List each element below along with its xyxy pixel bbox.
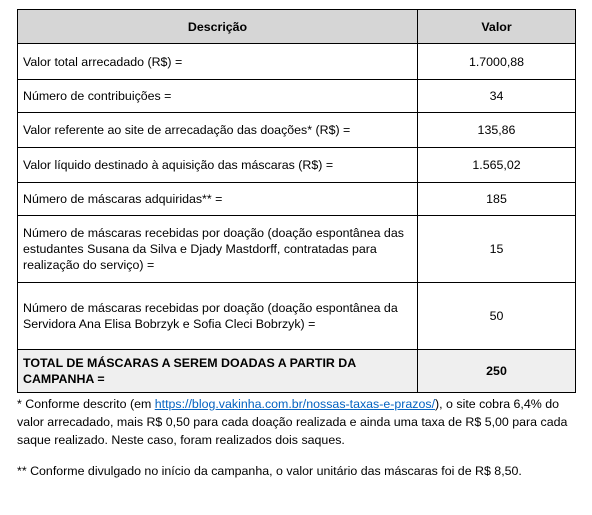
row-value: 185 xyxy=(418,183,576,216)
footnote-fees-prefix: * Conforme descrito (em xyxy=(17,397,155,411)
document-content xyxy=(17,9,575,480)
row-description: Número de máscaras recebidas por doação (doação espontânea das estudantes Susana da Silva e Djady Mastdorff, contratadas para realização do serviço) = xyxy=(18,216,418,283)
footnote-mask-price: ** Conforme divulgado no início da campanha, o valor unitário das máscaras foi de R$ 8,50. xyxy=(17,464,522,478)
footnote-fees-suffix: ), o site cobra 6,4% do valor arrecadado, mais R$ 0,50 para cada doação realizada e ainda uma taxa de R$ 5,00 para cada saque realizado. Neste caso, foram realizados dois saques. xyxy=(17,397,568,447)
total-value: 250 xyxy=(418,350,576,393)
vakinha-fees-link[interactable]: https://blog.vakinha.com.br/nossas-taxas-e-prazos/ xyxy=(154,397,436,411)
table-row xyxy=(18,216,576,283)
table-row xyxy=(18,80,576,113)
table-row xyxy=(18,183,576,216)
table-row xyxy=(18,148,576,183)
footnote-fees xyxy=(17,395,575,449)
row-description: Valor total arrecadado (R$) = xyxy=(18,44,418,80)
header-value: Valor xyxy=(418,10,576,44)
donation-summary-table xyxy=(17,9,576,393)
table-row xyxy=(18,113,576,148)
row-description: Valor líquido destinado à aquisição das máscaras (R$) = xyxy=(18,148,418,183)
row-value: 50 xyxy=(418,283,576,350)
table-row xyxy=(18,283,576,350)
footnotes xyxy=(17,395,575,480)
row-description: Número de contribuições = xyxy=(18,80,418,113)
row-value: 15 xyxy=(418,216,576,283)
row-value: 1.7000,88 xyxy=(418,44,576,80)
total-row xyxy=(18,350,576,393)
row-description: Valor referente ao site de arrecadação das doações* (R$) = xyxy=(18,113,418,148)
row-value: 1.565,02 xyxy=(418,148,576,183)
row-value: 135,86 xyxy=(418,113,576,148)
row-value: 34 xyxy=(418,80,576,113)
row-description: Número de máscaras recebidas por doação (doação espontânea da Servidora Ana Elisa Bobrzyk e Sofia Cleci Bobrzyk) = xyxy=(18,283,418,350)
row-description: Número de máscaras adquiridas** = xyxy=(18,183,418,216)
header-description: Descrição xyxy=(18,10,418,44)
table-header-row xyxy=(18,10,576,44)
table-row xyxy=(18,44,576,80)
total-description: TOTAL DE MÁSCARAS A SEREM DOADAS A PARTIR DA CAMPANHA = xyxy=(18,350,418,393)
